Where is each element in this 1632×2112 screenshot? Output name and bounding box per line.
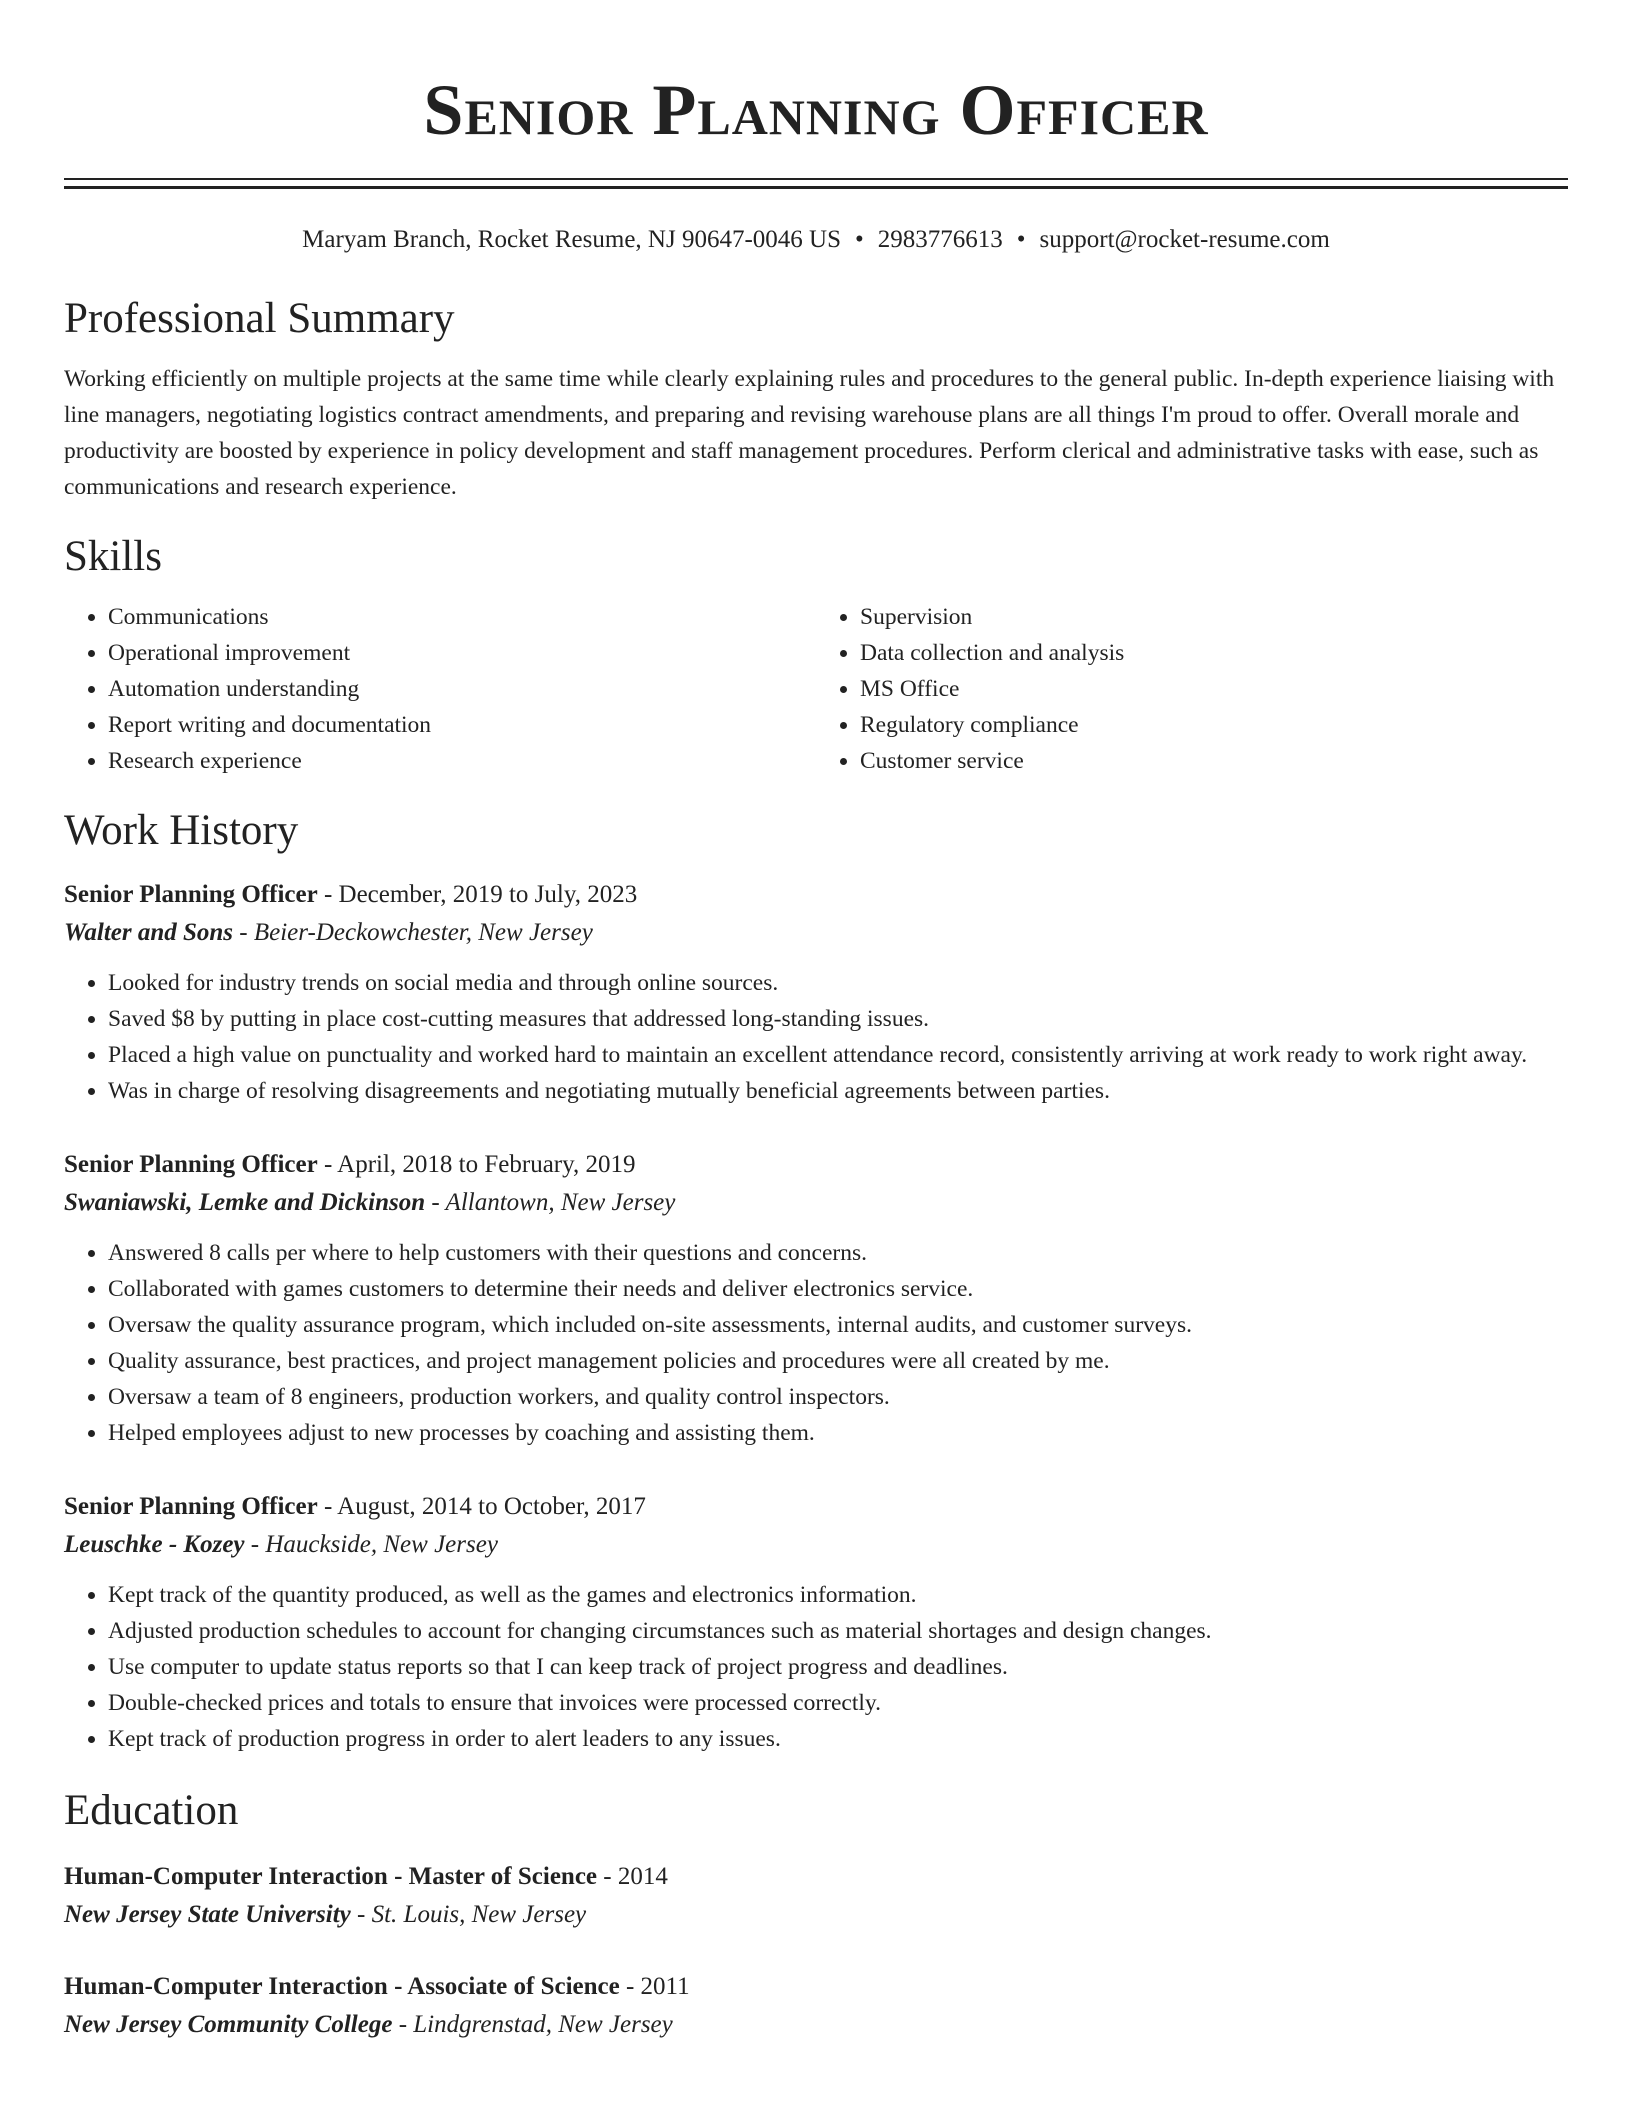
job-bullet: • Quality assurance, best practices, and project management policies and procedures were all created by me. bbox=[108, 1343, 1568, 1379]
job-employer bbox=[64, 1183, 1568, 1223]
job-header bbox=[64, 1147, 1568, 1183]
job-bullet: • Collaborated with games customers to determine their needs and deliver electronics service. bbox=[108, 1271, 1568, 1307]
job-bullets bbox=[64, 1577, 1568, 1757]
education-school: New Jersey Community College bbox=[64, 2011, 393, 2038]
divider-line-thick bbox=[64, 186, 1568, 189]
education-school-line bbox=[64, 2005, 1568, 2045]
education-year: - 2014 bbox=[597, 1863, 668, 1890]
job-company: Walter and Sons bbox=[64, 919, 234, 946]
job-bullet: • Was in charge of resolving disagreements and negotiating mutually beneficial agreements between parties. bbox=[108, 1073, 1568, 1109]
job-bullets bbox=[64, 1235, 1568, 1451]
job-bullet: • Looked for industry trends on social media and through online sources. bbox=[108, 965, 1568, 1001]
skills-heading: Skills bbox=[64, 533, 162, 580]
skills-column-right bbox=[816, 599, 1568, 779]
job-entry bbox=[64, 877, 1568, 1109]
education-year: - 2011 bbox=[619, 1973, 690, 2000]
work-history-heading: Work History bbox=[64, 807, 299, 854]
skill-item: • Automation understanding bbox=[108, 671, 816, 707]
skill-item: • Supervision bbox=[860, 599, 1568, 635]
job-bullet: • Kept track of the quantity produced, as well as the games and electronics information. bbox=[108, 1577, 1568, 1613]
job-bullet: • Placed a high value on punctuality and worked hard to maintain an excellent attendance record, consistently arriving at work ready to work right away. bbox=[108, 1037, 1568, 1073]
job-bullet: • Answered 8 calls per where to help customers with their questions and concerns. bbox=[108, 1235, 1568, 1271]
job-employer bbox=[64, 1525, 1568, 1565]
summary-text: Working efficiently on multiple projects at the same time while clearly explaining rules and procedures to the general public. In-depth experience liaising with line managers, negotiating logistics contract amendments, and preparing and revising warehouse plans are all things I'm proud to offer. Overall morale and productivity are boosted by experience in policy development and staff management procedures. Perform clerical and administrative tasks with ease, such as communications and research experience. bbox=[64, 366, 1555, 500]
job-dates: - August, 2014 to October, 2017 bbox=[317, 1493, 646, 1520]
job-bullet: • Helped employees adjust to new processes by coaching and assisting them. bbox=[108, 1415, 1568, 1451]
contact-separator: • bbox=[1016, 226, 1026, 253]
education-degree: Human-Computer Interaction - Associate of Science bbox=[64, 1973, 620, 2000]
skills-list bbox=[64, 599, 1568, 779]
job-location: - Beier-Deckowchester, New Jersey bbox=[233, 919, 593, 946]
job-bullet: • Kept track of production progress in order to alert leaders to any issues. bbox=[108, 1721, 1568, 1757]
contact-email: support@rocket-resume.com bbox=[1039, 226, 1330, 253]
education-school-line bbox=[64, 1895, 1568, 1935]
summary-heading: Professional Summary bbox=[64, 295, 455, 342]
contact-separator: • bbox=[854, 226, 864, 253]
job-location: - Allantown, New Jersey bbox=[425, 1189, 676, 1216]
job-bullet: • Double-checked prices and totals to ensure that invoices were processed correctly. bbox=[108, 1685, 1568, 1721]
education-school: New Jersey State University bbox=[64, 1901, 351, 1928]
job-bullet: • Oversaw the quality assurance program, which included on-site assessments, internal audits, and customer surveys. bbox=[108, 1307, 1568, 1343]
contact-phone: 2983776613 bbox=[877, 226, 1003, 253]
job-dates: - December, 2019 to July, 2023 bbox=[317, 881, 638, 908]
education-header bbox=[64, 1969, 1568, 2005]
job-entry bbox=[64, 1489, 1568, 1757]
job-employer bbox=[64, 913, 1568, 953]
job-title: Senior Planning Officer bbox=[64, 1151, 318, 1178]
job-header bbox=[64, 1489, 1568, 1525]
education-entry bbox=[64, 1859, 1568, 1935]
resume-title: Senior Planning Officer bbox=[423, 70, 1209, 150]
job-header bbox=[64, 877, 1568, 913]
skill-item: • Regulatory compliance bbox=[860, 707, 1568, 743]
skill-item: • Research experience bbox=[108, 743, 816, 779]
divider-line-thin bbox=[64, 178, 1568, 180]
job-company: Leuschke - Kozey bbox=[64, 1531, 245, 1558]
job-bullet: • Use computer to update status reports so that I can keep track of project progress and deadlines. bbox=[108, 1649, 1568, 1685]
skills-column-left bbox=[64, 599, 816, 779]
skill-item: • Customer service bbox=[860, 743, 1568, 779]
education-entry bbox=[64, 1969, 1568, 2045]
education-heading: Education bbox=[64, 1787, 239, 1834]
education-location: - St. Louis, New Jersey bbox=[350, 1901, 587, 1928]
education-header bbox=[64, 1859, 1568, 1895]
education-location: - Lindgrenstad, New Jersey bbox=[392, 2011, 673, 2038]
skill-item: • Data collection and analysis bbox=[860, 635, 1568, 671]
job-bullet: • Saved $8 by putting in place cost-cutting measures that addressed long-standing issues. bbox=[108, 1001, 1568, 1037]
job-bullet: • Oversaw a team of 8 engineers, production workers, and quality control inspectors. bbox=[108, 1379, 1568, 1415]
title-divider bbox=[64, 178, 1568, 189]
job-bullet: • Adjusted production schedules to account for changing circumstances such as material shortages and design changes. bbox=[108, 1613, 1568, 1649]
job-bullets bbox=[64, 965, 1568, 1109]
job-dates: - April, 2018 to February, 2019 bbox=[317, 1151, 636, 1178]
skill-item: • Operational improvement bbox=[108, 635, 816, 671]
skill-item: • Communications bbox=[108, 599, 816, 635]
job-company: Swaniawski, Lemke and Dickinson bbox=[64, 1189, 426, 1216]
contact-line bbox=[64, 223, 1568, 257]
job-location: - Hauckside, New Jersey bbox=[244, 1531, 498, 1558]
skill-item: • MS Office bbox=[860, 671, 1568, 707]
education-degree: Human-Computer Interaction - Master of Science bbox=[64, 1863, 598, 1890]
skill-item: • Report writing and documentation bbox=[108, 707, 816, 743]
job-entry bbox=[64, 1147, 1568, 1451]
job-title: Senior Planning Officer bbox=[64, 1493, 318, 1520]
contact-address: Maryam Branch, Rocket Resume, NJ 90647-0046 US bbox=[302, 226, 841, 253]
job-title: Senior Planning Officer bbox=[64, 881, 318, 908]
